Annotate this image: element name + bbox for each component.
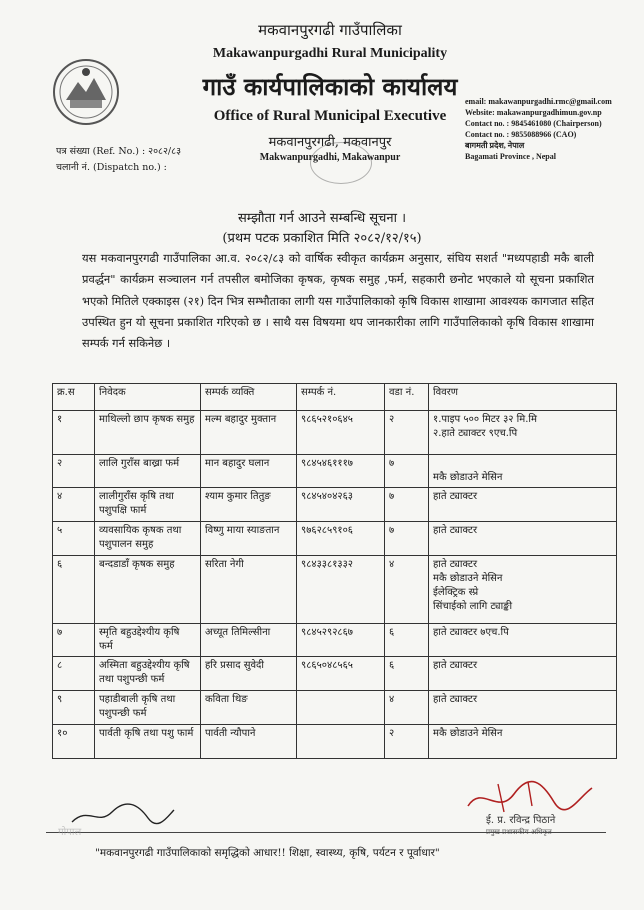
cell-ward: ४ xyxy=(385,556,429,624)
cell-sn: ७ xyxy=(53,624,95,657)
table-row xyxy=(53,691,617,725)
cell-applicant: माथिल्लो छाप कृषक समुह xyxy=(95,411,201,455)
cell-contact-person: विष्णु माया स्याङतान xyxy=(201,522,297,556)
cell-applicant: बन्दडाडाँ कृषक समुह xyxy=(95,556,201,624)
cell-ward: २ xyxy=(385,725,429,759)
contact-cao: Contact no. : 9855088966 (CAO) xyxy=(465,130,577,139)
col-header-details: विवरण xyxy=(429,384,617,411)
contact-website: Website: makawanpurgadhimun.gov.np xyxy=(465,108,602,117)
col-header-contact-person: सम्पर्क व्यक्ति xyxy=(201,384,297,411)
table-row xyxy=(53,411,617,455)
cell-applicant: स्मृति बहुउद्देश्यीय कृषि फर्म xyxy=(95,624,201,657)
cell-applicant: पहाडीबाली कृषि तथा पशुपन्छी फर्म xyxy=(95,691,201,725)
table-header-row xyxy=(53,384,617,411)
cell-contact-person: मल्म बहादुर मुक्तान xyxy=(201,411,297,455)
col-header-ward: वडा नं. xyxy=(385,384,429,411)
ref-label: पत्र संख्या (Ref. No.) : xyxy=(56,146,146,157)
cell-sn: १० xyxy=(53,725,95,759)
cell-ward: ७ xyxy=(385,522,429,556)
cell-contact-no: ९८४३३८१३३२ xyxy=(297,556,385,624)
contact-block xyxy=(465,96,635,162)
cell-contact-no: ९८४५४०४२६३ xyxy=(297,488,385,522)
table-row xyxy=(53,522,617,556)
notice-subtitle: (प्रथम पटक प्रकाशित मिति २०८२/१२/१५) xyxy=(222,231,422,246)
contact-chairperson: Contact no. : 9845461080 (Chairperson) xyxy=(465,119,602,128)
municipality-name-en: Makawanpurgadhi Rural Municipality xyxy=(212,46,448,61)
cell-details: हाते ट्याक्टर मकै छोडाउने मेसिन ईलेक्ट्रिक स्प्रे सिंचाईको लागि ट्याङ्की xyxy=(429,556,617,624)
cell-contact-person: कविता थिङ xyxy=(201,691,297,725)
cell-contact-no: ९८६५०४८५६५ xyxy=(297,657,385,691)
cell-sn: ६ xyxy=(53,556,95,624)
cell-contact-no xyxy=(297,691,385,725)
cell-ward: ७ xyxy=(385,455,429,488)
cell-applicant: लालि गुराँस बाख्रा फर्म xyxy=(95,455,201,488)
cell-contact-person: मान बहादुर घलान xyxy=(201,455,297,488)
cell-sn: ५ xyxy=(53,522,95,556)
notice-body: यस मकवानपुरगढी गाउँपालिका आ.व. २०८२/८३ को वार्षिक स्वीकृत कार्यक्रम अनुसार, संघिय सशर्त "मध्यपहाडी मकै बाली प्रवर्द्धन" कार्यक्रम सञ्चालन गर्न तपसील बमोजिका कृषक, कृषक समुह ,फर्म, सहकारी छनोट भएकाले यो सूचना प्रकाशित भएको मितिले एक्काइस (२१) दिन भित्र सम्भौताका लागी यस गाउँपालिकाको कृषि विकास शाखामा आवश्यक कागजात सहित उपस्थित हुन यो सूचना प्रकाशित गरिएको छ । साथै यस विषयमा थप जानकारीका लागि गाउँपालिकाको कृषि विकास शाखामा सम्पर्क गर्न सकिनेछ । xyxy=(82,251,594,351)
cell-contact-no: ९८४५४६१११७ xyxy=(297,455,385,488)
office-stamp xyxy=(310,142,372,184)
address-en: Makwanpurgadhi, Makawanpur xyxy=(259,152,401,163)
cell-sn: ८ xyxy=(53,657,95,691)
cell-details: मकै छोडाउने मेसिन xyxy=(429,455,617,488)
footer-slogan: "मकवानपुरगढी गाउँपालिकाको समृद्धिको आधार!! शिक्षा, स्वास्थ्य, कृषि, पर्यटन र पूर्वाधार" xyxy=(95,847,440,859)
table-row xyxy=(53,455,617,488)
contact-email: email: makawanpurgadhi.rmc@gmail.com xyxy=(465,97,612,106)
footer-stamp: गोपाल xyxy=(58,827,82,838)
cell-contact-no: ९८४५२९२८६७ xyxy=(297,624,385,657)
province-en: Bagamati Province , Nepal xyxy=(465,152,556,161)
col-header-contact-no: सम्पर्क नं. xyxy=(297,384,385,411)
table-row xyxy=(53,657,617,691)
office-name-np: गाउँ कार्यपालिकाको कार्यालय xyxy=(202,72,458,101)
cell-contact-person: श्याम कुमार तितुङ xyxy=(201,488,297,522)
cell-contact-person: अच्यूत तिमिल्सीना xyxy=(201,624,297,657)
cell-applicant: पार्वती कृषि तथा पशु फार्म xyxy=(95,725,201,759)
col-header-sn: क्र.स xyxy=(53,384,95,411)
cell-ward: ६ xyxy=(385,657,429,691)
cell-details: हाते ट्याक्टर xyxy=(429,691,617,725)
nepal-emblem-icon xyxy=(52,58,120,126)
cell-details: हाते ट्याक्टर xyxy=(429,522,617,556)
cell-ward: २ xyxy=(385,411,429,455)
table-row xyxy=(53,624,617,657)
cell-contact-person: सरिता नेगी xyxy=(201,556,297,624)
table-row xyxy=(53,556,617,624)
cell-contact-no: ९८६५२१०६४५ xyxy=(297,411,385,455)
cell-ward: ६ xyxy=(385,624,429,657)
signatory-name: ई. प्र. रविन्द्र पिठाने xyxy=(486,815,556,826)
cell-contact-person: पार्वती न्यौपाने xyxy=(201,725,297,759)
table-row xyxy=(53,725,617,759)
cell-ward: ७ xyxy=(385,488,429,522)
office-name-en: Office of Rural Municipal Executive xyxy=(213,108,447,124)
cell-applicant: अस्मिता बहुउद्देश्यीय कृषि तथा पशुपन्छी फर्म xyxy=(95,657,201,691)
cell-ward: ४ xyxy=(385,691,429,725)
cell-contact-no xyxy=(297,725,385,759)
table-row xyxy=(53,488,617,522)
cell-contact-person: हरि प्रसाद सुवेदी xyxy=(201,657,297,691)
cell-details: मकै छोडाउने मेसिन xyxy=(429,725,617,759)
cell-details: हाते ट्याक्टर ७एच.पि xyxy=(429,624,617,657)
ref-number xyxy=(56,144,181,157)
cell-applicant: लालीगुराँस कृषि तथा पशुपक्षि फार्म xyxy=(95,488,201,522)
dispatch-label: चलानी नं. (Dispatch no.) : xyxy=(56,162,167,173)
municipality-name-np: मकवानपुरगढी गाउँपालिका xyxy=(258,21,402,39)
cell-details: १.पाइप ५०० मिटर ३२ मि.मि २.हाते ट्याक्टर ९एच.पि xyxy=(429,411,617,455)
cell-sn: ४ xyxy=(53,488,95,522)
cell-sn: १ xyxy=(53,411,95,455)
signatory-role: प्रमुख प्रशासकीय अधिकृत xyxy=(486,828,552,836)
cell-contact-no: ९७६२८५९१०६ xyxy=(297,522,385,556)
cell-details: हाते ट्याक्टर xyxy=(429,488,617,522)
ref-value: २०८२/८३ xyxy=(148,146,182,157)
cell-sn: २ xyxy=(53,455,95,488)
address-np: मकवानपुरगढी, मकवानपुर xyxy=(268,135,392,150)
beneficiary-table xyxy=(52,383,617,759)
cell-applicant: व्यवसायिक कृषक तथा पशुपालन समुह xyxy=(95,522,201,556)
col-header-applicant: निवेदक xyxy=(95,384,201,411)
province-np: बागमती प्रदेश, नेपाल xyxy=(465,141,525,150)
dispatch-number xyxy=(56,160,167,173)
cell-sn: ९ xyxy=(53,691,95,725)
cell-details: हाते ट्याक्टर xyxy=(429,657,617,691)
notice-title: सम्झौता गर्न आउने सम्बन्धि सूचना । xyxy=(237,211,407,226)
